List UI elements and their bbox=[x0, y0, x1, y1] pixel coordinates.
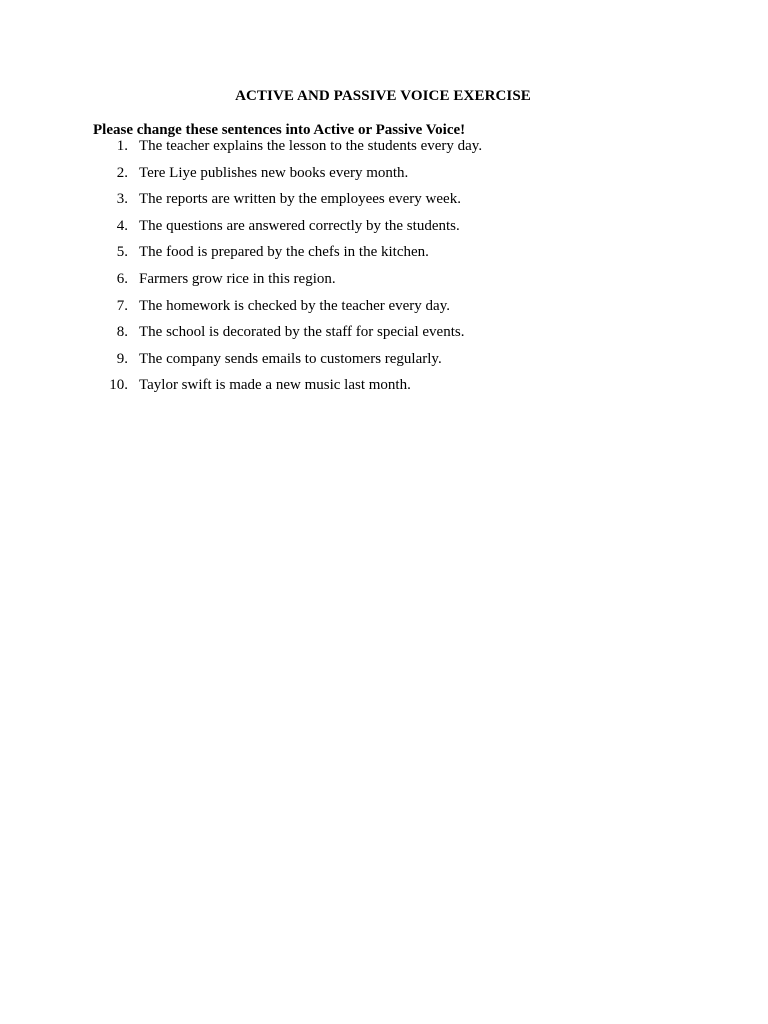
item-sentence: Farmers grow rice in this region. bbox=[139, 270, 336, 287]
item-number: 1. bbox=[116, 138, 128, 154]
item-number: 4. bbox=[116, 217, 128, 234]
item-number: 6. bbox=[116, 270, 128, 287]
instruction-text: Please change these sentences into Active or Passive Voice! bbox=[93, 122, 466, 138]
item-sentence: Taylor swift is made a new music last month. bbox=[139, 377, 411, 394]
item-sentence: The teacher explains the lesson to the students every day. bbox=[139, 138, 483, 154]
item-sentence: The reports are written by the employees every week. bbox=[139, 191, 461, 208]
item-number: 7. bbox=[116, 297, 128, 314]
item-sentence: The food is prepared by the chefs in the kitchen. bbox=[139, 244, 429, 261]
item-number: 10. bbox=[109, 377, 128, 394]
item-number: 8. bbox=[116, 324, 128, 341]
item-sentence: The questions are answered correctly by the students. bbox=[139, 217, 460, 234]
item-sentence: Tere Liye publishes new books every month. bbox=[139, 164, 409, 181]
item-number: 5. bbox=[116, 244, 128, 261]
item-sentence: The homework is checked by the teacher every day. bbox=[139, 297, 450, 314]
item-sentence: The school is decorated by the staff for special events. bbox=[139, 324, 465, 341]
item-number: 2. bbox=[116, 164, 128, 181]
item-number: 9. bbox=[116, 350, 128, 367]
page-title: ACTIVE AND PASSIVE VOICE EXERCISE bbox=[235, 88, 531, 104]
item-sentence: The company sends emails to customers regularly. bbox=[139, 350, 442, 367]
item-number: 3. bbox=[116, 191, 128, 208]
